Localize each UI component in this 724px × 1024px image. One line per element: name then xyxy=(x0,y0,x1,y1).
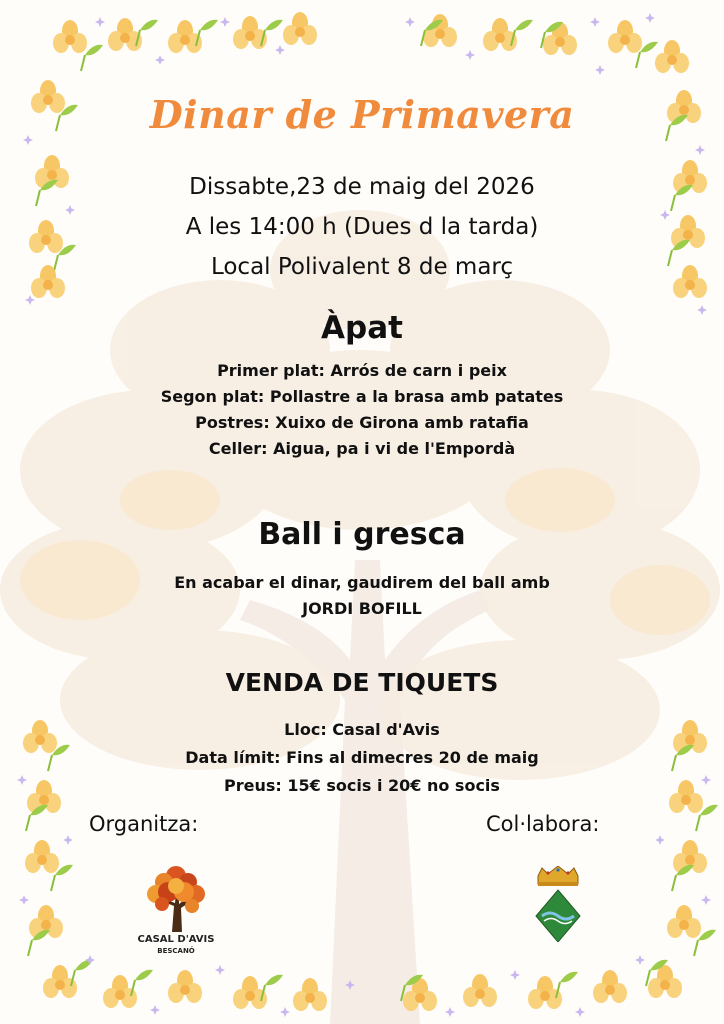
event-date: Dissabte,23 de maig del 2026 xyxy=(189,174,535,200)
meal-heading: Àpat xyxy=(321,310,403,346)
organizer-logo-name: CASAL D'AVIS xyxy=(137,934,215,945)
town-coat-of-arms xyxy=(532,866,584,942)
meal-item-first-course: Primer plat: Arrós de carn i peix xyxy=(217,361,507,380)
dance-heading: Ball i gresca xyxy=(258,517,466,552)
event-time: A les 14:00 h (Dues d la tarda) xyxy=(185,214,539,240)
dance-performer: JORDI BOFILL xyxy=(302,599,422,618)
tickets-prices: Preus: 15€ socis i 20€ no socis xyxy=(224,776,500,795)
tickets-deadline: Data límit: Fins al dimecres 20 de maig xyxy=(185,748,539,767)
tickets-location: Lloc: Casal d'Avis xyxy=(284,720,440,739)
meal-item-dessert: Postres: Xuixo de Girona amb ratafia xyxy=(195,413,529,432)
meal-item-drinks: Celler: Aigua, pa i vi de l'Empordà xyxy=(208,439,516,458)
casal-davis-tree-logo xyxy=(138,862,214,934)
organizer-logo-town: BESCANÓ xyxy=(157,947,195,955)
dance-description: En acabar el dinar, gaudirem del ball amb xyxy=(174,573,550,592)
poster-title: Dinar de Primavera xyxy=(149,92,575,137)
event-place: Local Polivalent 8 de març xyxy=(210,254,514,280)
tickets-heading: VENDA DE TIQUETS xyxy=(225,668,499,697)
meal-item-second-course: Segon plat: Pollastre a la brasa amb patates xyxy=(160,387,564,406)
collaborator-label: Col·labora: xyxy=(486,812,600,836)
organizer-label: Organitza: xyxy=(89,812,199,836)
